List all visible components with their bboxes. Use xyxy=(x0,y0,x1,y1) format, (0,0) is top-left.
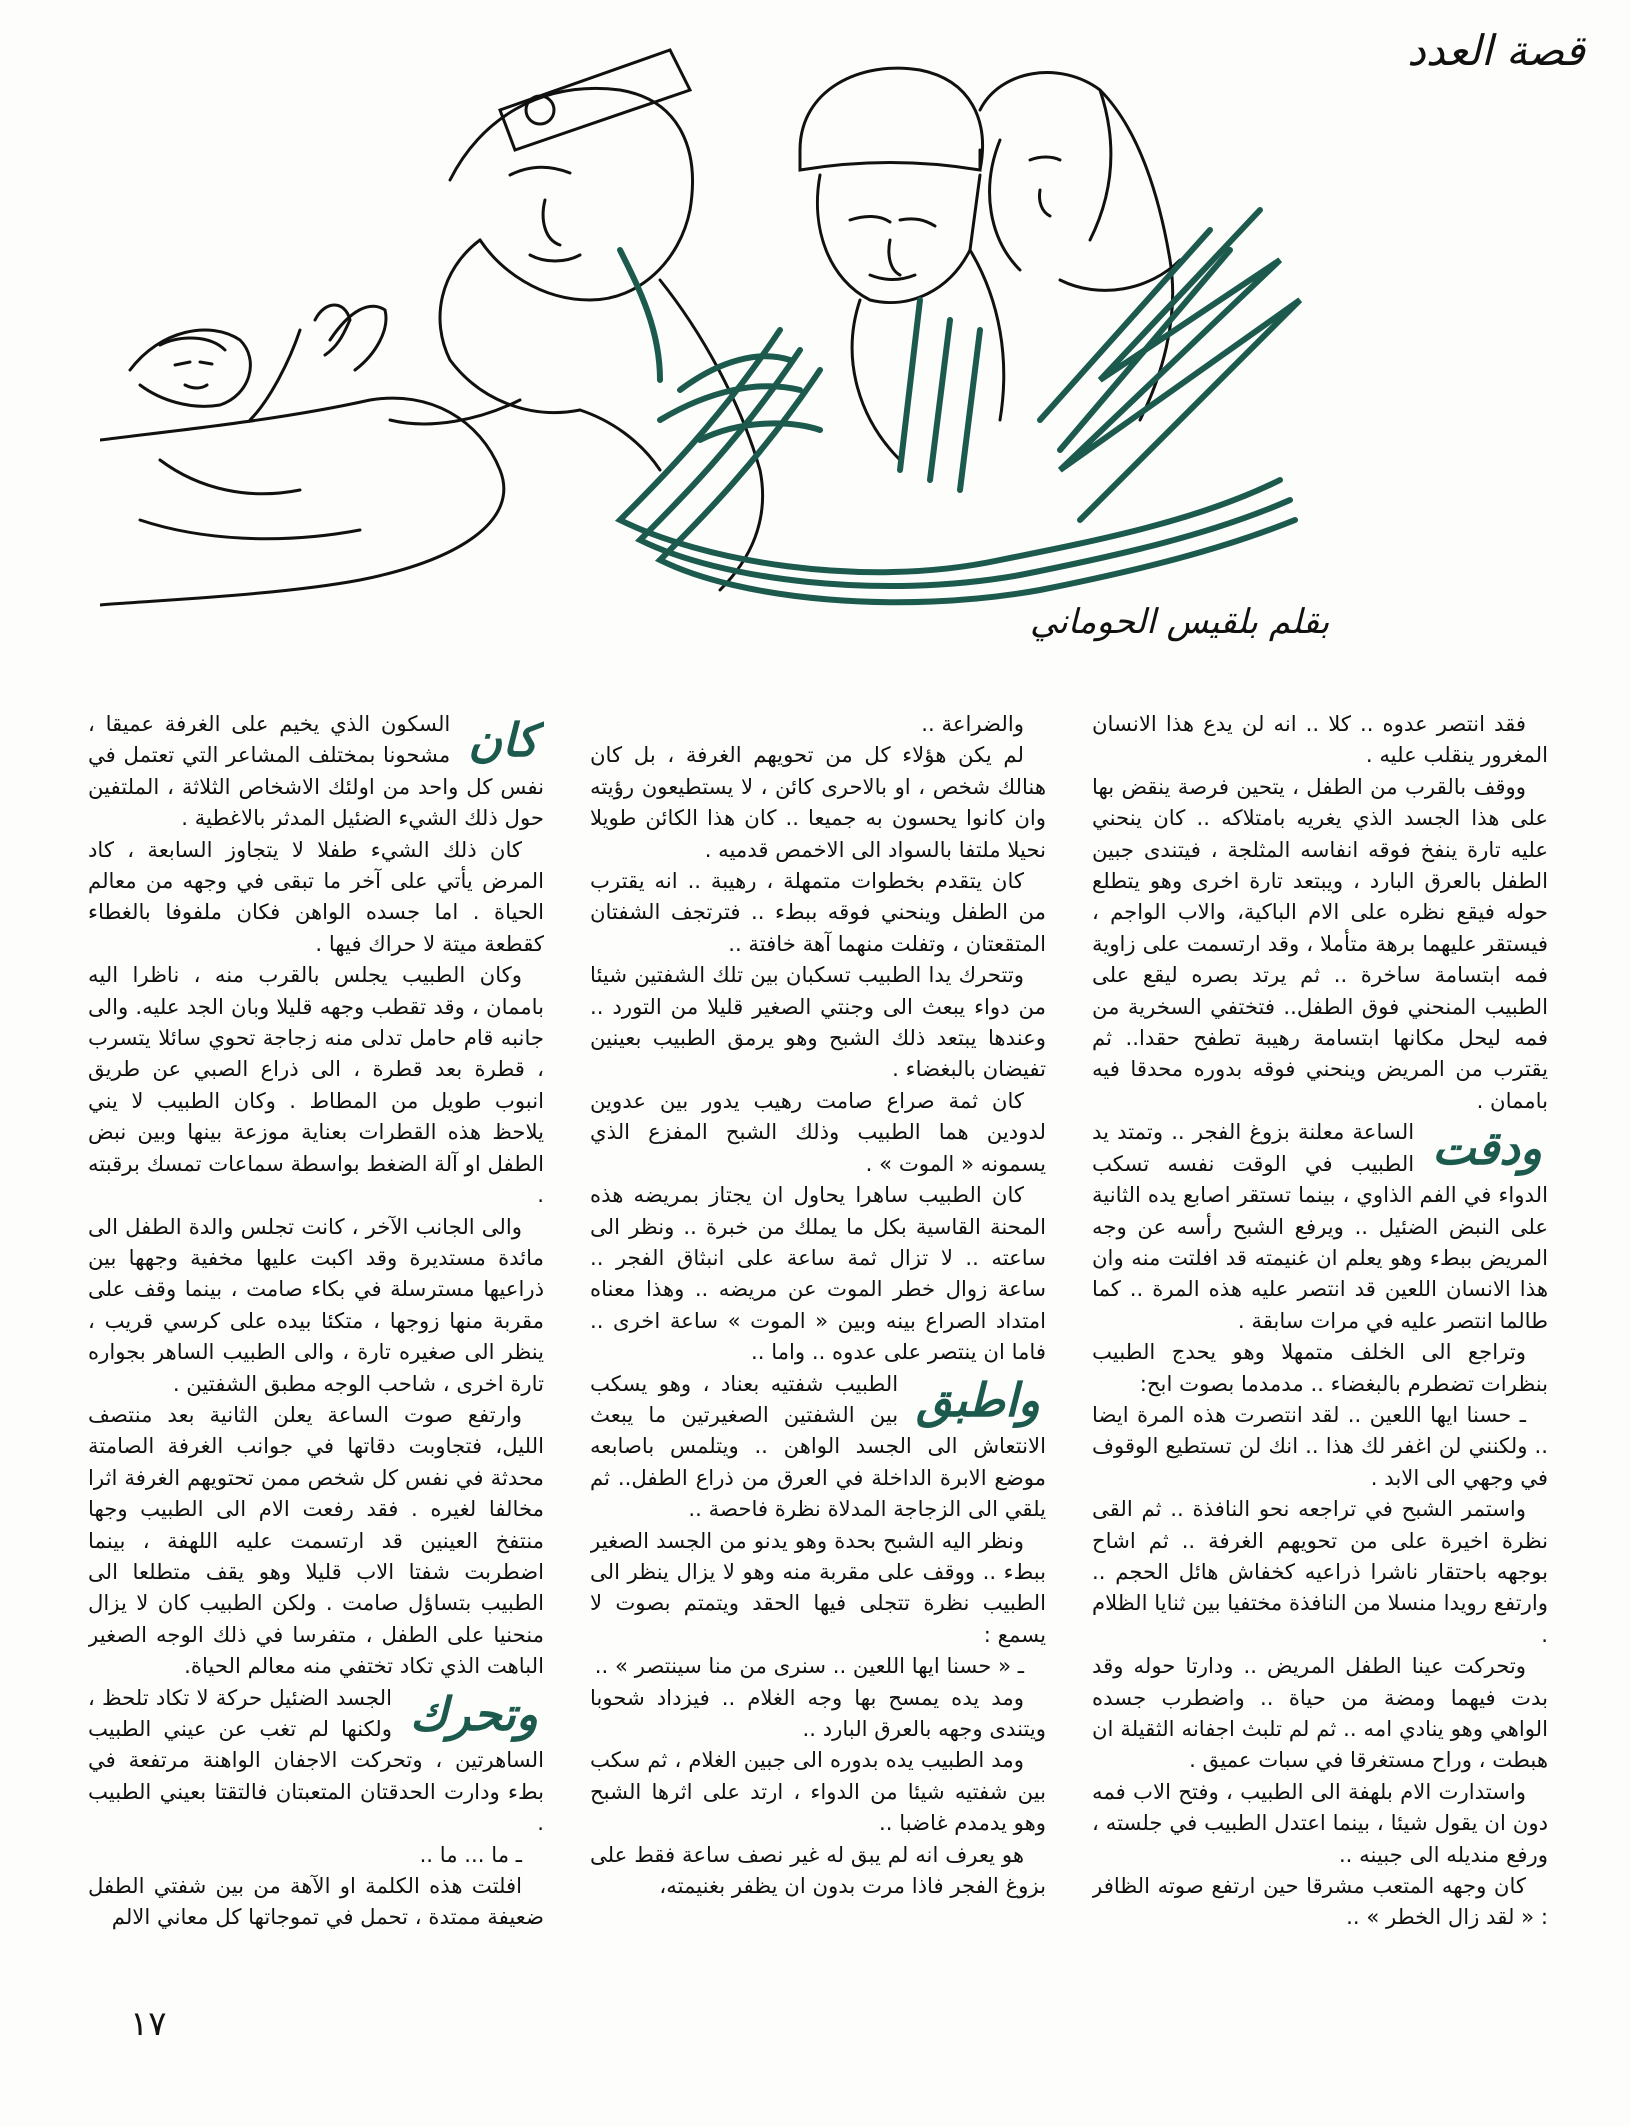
paragraph-text: كان ثمة صراع صامت رهيب يدور بين عدوين لدودين هما الطبيب وذلك الشبح المفزع الذي يسمونه « الموت » . xyxy=(590,1087,1046,1176)
paragraph-text: لم يكن هؤلاء كل من تحويهم الغرفة ، بل كان هنالك شخص ، او بالاحرى كائن ، لا يستطيعون رؤيته وان كانوا يحسون به جميعا .. كان هذا الكائن طويلا نحيلا ملتفا بالسواد الى الاخمص قدميه . xyxy=(590,742,1046,862)
paragraph xyxy=(590,1682,1046,1745)
paragraph-text: وتراجع الى الخلف متمهلا وهو يحدج الطبيب بنظرات تضطرم بالبغضاء .. مدمدما بصوت ابح: xyxy=(1092,1339,1548,1396)
paragraph xyxy=(1092,771,1548,1116)
page-number: ١٧ xyxy=(130,2004,167,2044)
paragraph-text: كان وجهه المتعب مشرقا حين ارتفع صوته الظافر : « لقد زال الخطر » .. xyxy=(1092,1873,1548,1930)
paragraph xyxy=(88,1870,544,1933)
paragraph xyxy=(590,739,1046,865)
article-column xyxy=(1092,708,1548,1978)
paragraph xyxy=(1092,1870,1548,1933)
author-byline: بقلم بلقيس الحوماني xyxy=(1030,602,1330,642)
paragraph xyxy=(590,959,1046,1085)
paragraph-text: ووقف بالقرب من الطفل ، يتحين فرصة ينقض بها على هذا الجسد الذي يغريه بامتلاكه .. كان ينحني عليه تارة ينفخ فوقه انفاسه المثلجة ، فيتندى جبين الطفل بالعرق البارد ، ويبتعد تارة اخرى وهو يتطلع حوله فيقع نظره على الام الباكية، والاب الواجم ، فيستقر عليهما برهة متأملا ، وقد ارتسمت على زاوية فمه ابتسامة ساخرة .. ثم يرتد بصره ليقع على الطبيب المنحني فوق الطفل.. فتختفي السخرية من فمه ليحل مكانها ابتسامة رهيبة تطفح حقدا.. ثم يقترب من المريض وينحني فوقه بدوره محدقا فيه باممان . xyxy=(1092,773,1548,1113)
paragraph-text: هو يعرف انه لم يبق له غير نصف ساعة فقط على بزوغ الفجر فاذا مرت بدون ان يظفر بغنيمته، xyxy=(590,1841,1046,1899)
paragraph-text: ومد الطبيب يده بدوره الى جبين الغلام ، ثم سكب بين شفتيه شيئا من الدواء ، ارتد على اثرها الشبح وهو يدمدم غاضبا .. xyxy=(590,1747,1046,1836)
paragraph xyxy=(590,1839,1046,1902)
paragraph xyxy=(1092,1336,1548,1399)
paragraph-text: كان الطبيب ساهرا يحاول ان يجتاز بمريضه هذه المحنة القاسية بكل ما يملك من خبرة .. ونظر الى ساعته .. لا تزال ثمة ساعة على انبثاق الفجر .. ساعة زوال خطر الموت عن مريضه .. وهذا معناه امتداد الصراع بينه وبين « الموت » ساعة اخرى .. فاما ان ينتصر على عدوه .. واما .. xyxy=(590,1182,1046,1365)
drop-cap-word: واطبق xyxy=(916,1372,1040,1427)
paragraph-text: الجسد الضئيل حركة لا تكاد تلحظ ، ولكنها لم تغب عن عيني الطبيب الساهرتين ، وتحركت الاجفان الواهنة مرتفعة في بطء ودارت الحدقتان المتعبتان فالتقتا بعيني الطبيب . xyxy=(88,1684,544,1836)
paragraph-text: والضراعة .. xyxy=(921,711,1024,736)
drop-cap-word: ودقت xyxy=(1432,1121,1542,1176)
paragraph xyxy=(590,1179,1046,1367)
paragraph xyxy=(1092,1116,1548,1336)
paragraph-text: كان يتقدم بخطوات متمهلة ، رهيبة .. انه يقترب من الطفل وينحني فوقه ببطء .. فترتجف الشفتان المتقعتان ، وتفلت منهما آهة خافتة .. xyxy=(590,868,1046,956)
paragraph-text: افلتت هذه الكلمة او الآهة من بين شفتي الطفل ضعيفة ممتدة ، تحمل في تموجاتها كل معاني الالم xyxy=(88,1873,544,1930)
paragraph xyxy=(88,959,544,1210)
paragraph-text: ـ حسنا ايها اللعين .. لقد انتصرت هذه المرة ايضا .. ولكنني لن اغفر لك هذا .. انك لن تستطيع الوقوف في وجهي الى الابد . xyxy=(1092,1401,1548,1490)
paragraph-text: السكون الذي يخيم على الغرفة عميقا ، مشحونا بمختلف المشاعر التي تعتمل في نفس كل واحد من اولئك الاشخاص الثلاثة ، الملتفين حول ذلك الشيء الضئيل المدثر بالاغطية . xyxy=(88,711,544,831)
paragraph xyxy=(590,1525,1046,1651)
paragraph xyxy=(88,708,544,834)
paragraph-text: الساعة معلنة بزوغ الفجر .. وتمتد يد الطبيب في الوقت نفسه تسكب الدواء في الفم الذاوي ، بينما تستقر اصابع يده الثانية على النبض الضئيل .. ويرفع الشبح رأسه عن وجه المريض ببطء وهو يعلم ان غنيمته قد افلتت منه وان هذا الانسان اللعين قد انتصر عليه هذه المرة .. كما طالما انتصر عليه في مرات سابقة . xyxy=(1092,1119,1548,1333)
paragraph-text: كان ذلك الشيء طفلا لا يتجاوز السابعة ، كاد المرض يأتي على آخر ما تبقى في وجهه من معالم الحياة . اما جسده الواهن فكان ملفوفا بالغطاء كقطعة ميتة لا حراك فيها . xyxy=(88,836,544,956)
paragraph-text: فقد انتصر عدوه .. كلا .. انه لن يدع هذا الانسان المغرور ينقلب عليه . xyxy=(1092,711,1548,768)
paragraph xyxy=(1092,708,1548,771)
paragraph-text: واستمر الشبح في تراجعه نحو النافذة .. ثم القى نظرة اخيرة على من تحويهم الغرفة .. ثم اشاح بوجهه باحتقار ناشرا ذراعيه كخفاش هائل الحجم .. وارتفع رويدا منسلا من النافذة مختفيا بين ثنايا الظلام . xyxy=(1092,1496,1548,1647)
paragraph xyxy=(1092,1493,1548,1650)
paragraph-text: ونظر اليه الشبح بحدة وهو يدنو من الجسد الصغير ببطء .. ووقف على مقربة منه وهو لا يزال ينظر الى الطبيب نظرة تتجلى فيها الحقد ويتمتم بصوت لا يسمع : xyxy=(590,1527,1046,1647)
paragraph-text: والى الجانب الآخر ، كانت تجلس والدة الطفل الى مائدة مستديرة وقد اكبت عليها مخفية وجهها بين ذراعيها مسترسلة في بكاء صامت ، بينما وقف على مقربة منها زوجها ، متكئا بيده على كرسي قريب ، ينظر الى صغيره تارة ، والى الطبيب الساهر بجواره تارة اخرى ، شاحب الوجه مطبق الشفتين . xyxy=(88,1213,544,1396)
paragraph xyxy=(590,708,1046,739)
paragraph xyxy=(590,1085,1046,1179)
paragraph-text: ـ « حسنا ايها اللعين .. سنرى من منا سينتصر » .. xyxy=(594,1653,1024,1679)
paragraph xyxy=(590,865,1046,959)
article-column xyxy=(590,708,1046,1978)
paragraph xyxy=(88,1839,544,1870)
paragraph xyxy=(88,1399,544,1682)
paragraph-text: واستدارت الام بلهفة الى الطبيب ، وفتح الاب فمه دون ان يقول شيئا ، بينما اعتدل الطبيب في جلسته ، ورفع منديله الى جبينه .. xyxy=(1092,1778,1548,1867)
paragraph xyxy=(88,834,544,960)
article-body xyxy=(88,708,1548,1978)
paragraph-text: وتحركت عينا الطفل المريض .. ودارتا حوله وقد بدت فيهما ومضة من حياة .. واضطرب جسده الواهي وهو ينادي امه .. ثم لم تلبث اجفانه الثقيلة ان هبطت ، وراح مستغرقا في سبات عميق . xyxy=(1092,1653,1548,1773)
paragraph-text: ـ ما ... ما .. xyxy=(419,1841,522,1867)
paragraph-text: ومد يده يمسح بها وجه الغلام .. فيزداد شحوبا ويتندى وجهه بالعرق البارد .. xyxy=(590,1684,1046,1741)
paragraph xyxy=(590,1744,1046,1838)
paragraph-text: وتتحرك يدا الطبيب تسكبان بين تلك الشفتين شيئا من دواء يبعث الى وجنتي الصغير قليلا من التورد .. وعندها يبتعد ذلك الشبح وهو يرمق الطبيب بعينين تفيضان بالبغضاء . xyxy=(590,962,1046,1082)
paragraph xyxy=(1092,1776,1548,1870)
paragraph xyxy=(1092,1399,1548,1493)
drop-cap-word: كان xyxy=(468,713,538,767)
paragraph xyxy=(88,1682,544,1839)
paragraph-text: الطبيب شفتيه بعناد ، وهو يسكب بين الشفتين الصغيرتين ما يبعث الانتعاش الى الجسد الواهن .. ويتلمس باصابعه موضع الابرة الداخلة في العرق من ذراع الطفل.. ثم يلقي الى الزجاجة المدلاة نظرة فاحصة .. xyxy=(590,1370,1046,1522)
story-title xyxy=(700,380,702,381)
illustration-drawing xyxy=(100,0,1440,650)
paragraph-text: وكان الطبيب يجلس بالقرب منه ، ناظرا اليه باممان ، وقد تقطب وجهه قليلا وبان الجد عليه. والى جانبه قام حامل تدلى منه زجاجة تحوي سائلا يتسرب ، قطرة بعد قطرة ، الى ذراع الصبي عن طريق انبوب طويل من المطاط . وكان الطبيب لا يني يلاحظ هذه القطرات بعناية موزعة بينها وبين نبض الطفل او آلة الضغط بواسطة سماعات تمسك برقبته . xyxy=(88,962,544,1208)
paragraph-text: وارتفع صوت الساعة يعلن الثانية بعد منتصف الليل، فتجاوبت دقاتها في جوانب الغرفة الصامتة محدثة في نفس كل شخص ممن تحتويهم الغرفة اثرا مخالفا لغيره . فقد رفعت الام الى الطبيب وجها منتفخ العينين قد ارتسمت عليه اللهفة ، بينما اضطربت شفتا الاب قليلا وهو يقف متطلعا الى الطبيب بتساؤل صامت . ولكن الطبيب كان لا يزال منحنيا على الطفل ، متفرسا في ذلك الوجه الصغير الباهت الذي تكاد تختفي منه معالم الحياة. xyxy=(88,1401,544,1679)
story-illustration xyxy=(100,0,1440,650)
paragraph xyxy=(1092,1650,1548,1776)
paragraph xyxy=(590,1650,1046,1681)
article-column xyxy=(88,708,544,1978)
paragraph xyxy=(590,1368,1046,1525)
drop-cap-word: وتحرك xyxy=(409,1686,538,1741)
paragraph xyxy=(88,1211,544,1399)
section-label: قصة العدد xyxy=(1407,26,1585,75)
